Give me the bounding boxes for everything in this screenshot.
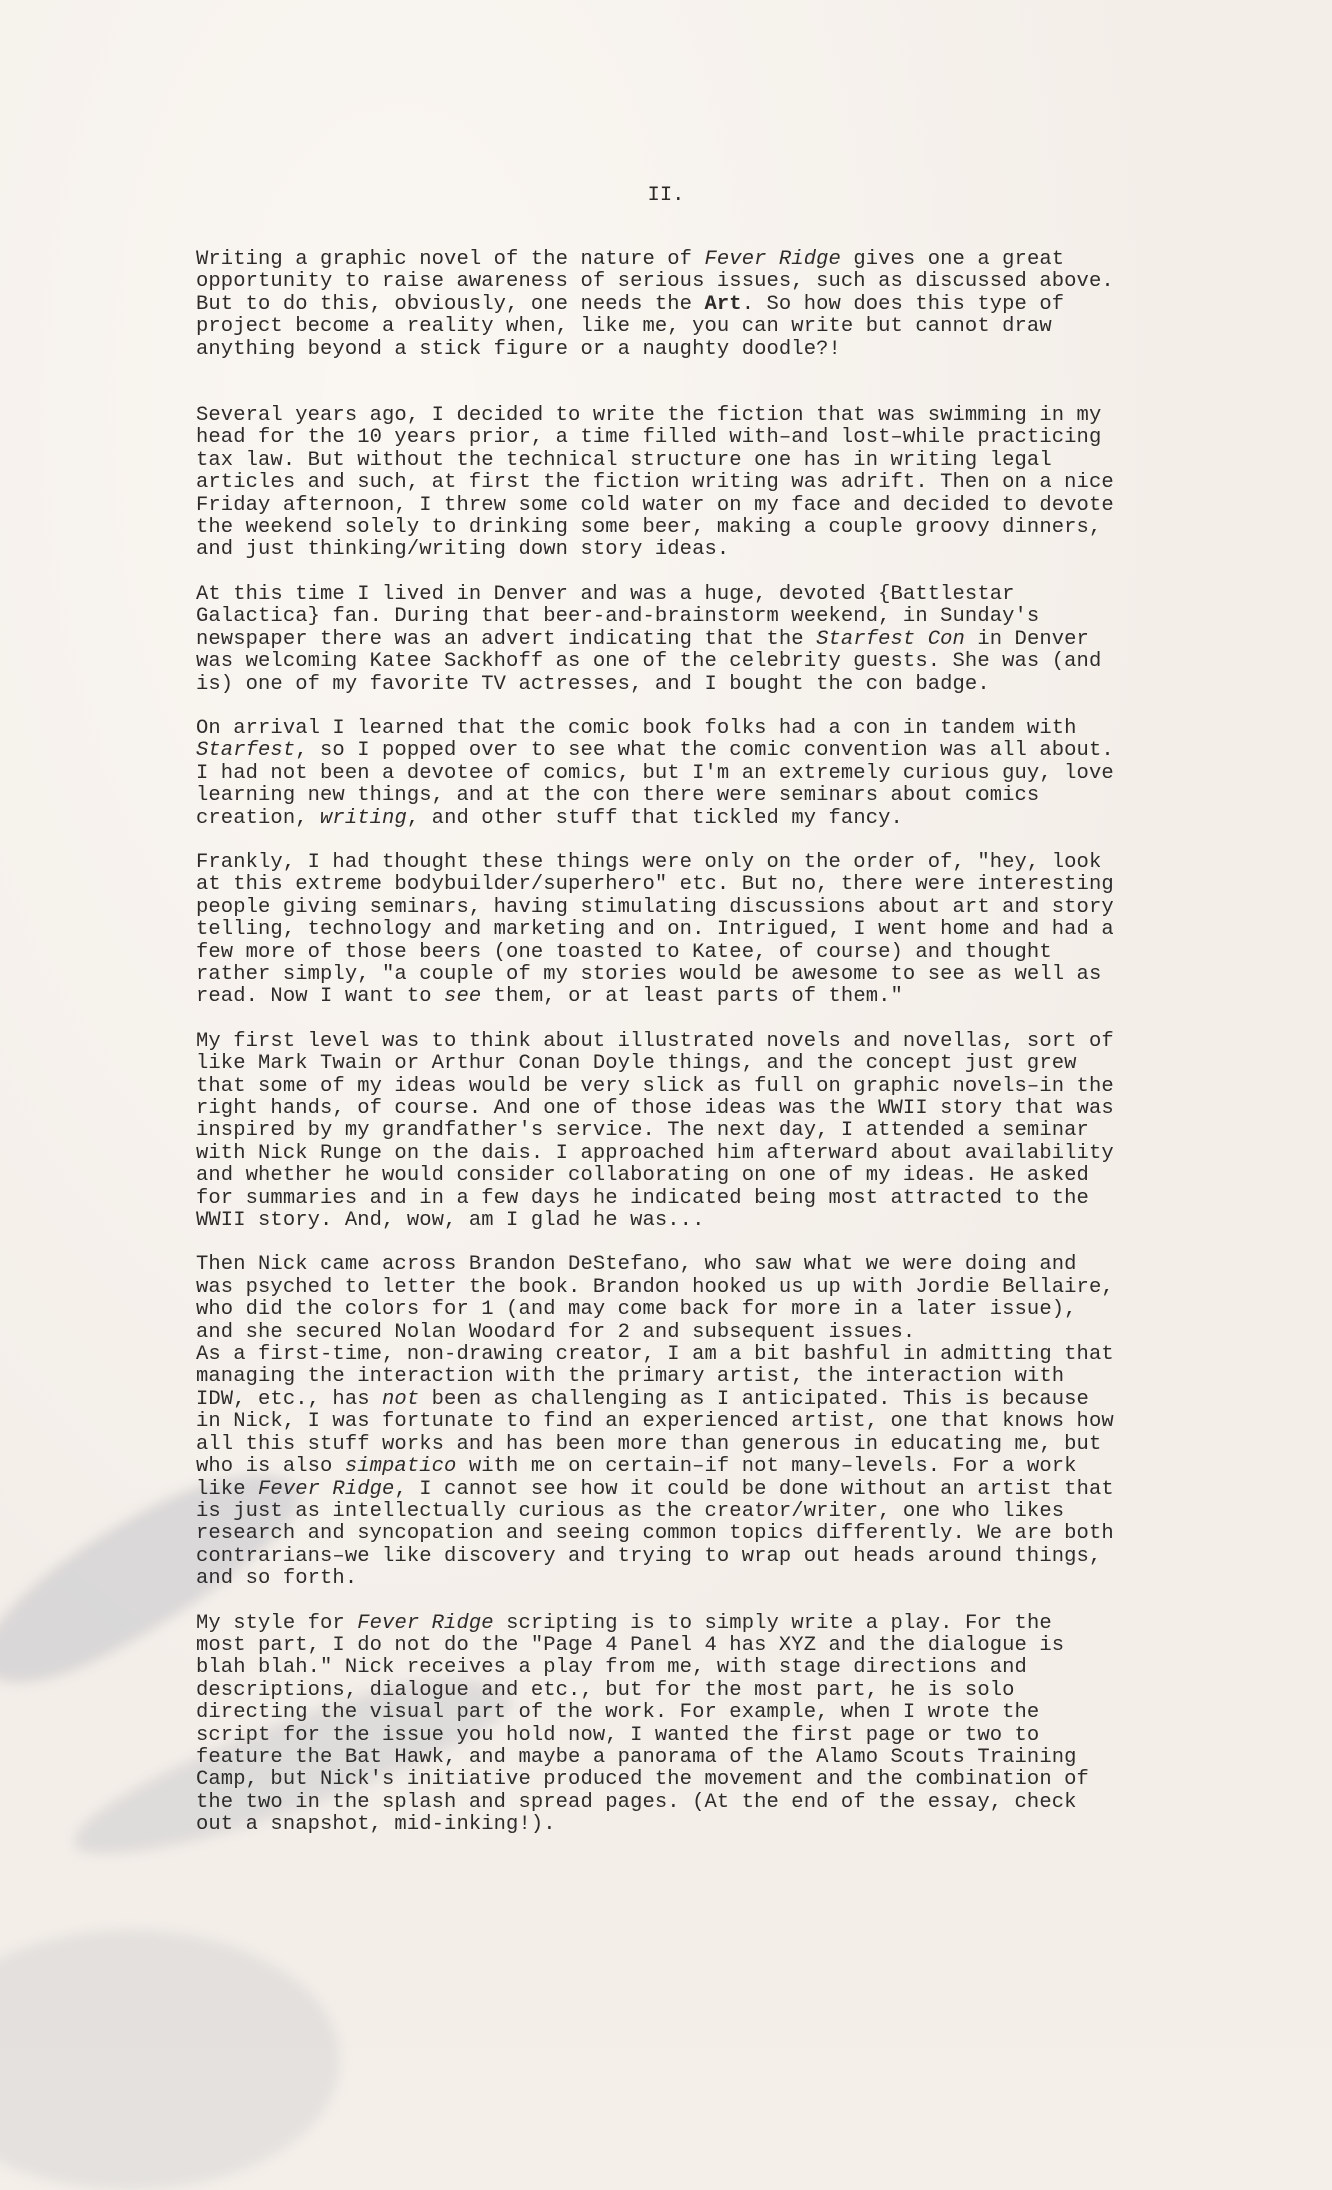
- paragraph-spacer: [196, 1009, 1156, 1031]
- text-line: was psyched to letter the book. Brandon hooked us up with Jordie Bellaire,: [196, 1275, 1114, 1299]
- text-line: at this extreme bodybuilder/superhero" etc. But no, there were interesting: [196, 873, 1114, 897]
- text-line: blah blah." Nick receives a play from me, with stage directions and: [196, 1656, 1027, 1680]
- italic-text: Starfest: [196, 739, 296, 763]
- bold-text: Art: [704, 292, 742, 316]
- text-line: Friday afternoon, I threw some cold water on my face and decided to devote: [196, 493, 1114, 517]
- text-line: and just thinking/writing down story ideas.: [196, 538, 730, 562]
- text-line: managing the interaction with the primary artist, the interaction with: [196, 1365, 1065, 1389]
- text-line: who did the colors for 1 (and may come back for more in a later issue),: [196, 1298, 1077, 1322]
- text-line: learning new things, and at the con there were seminars about comics: [196, 784, 1040, 808]
- text-line: My first level was to think about illustrated novels and novellas, sort of: [196, 1029, 1114, 1053]
- italic-text: writing: [320, 806, 407, 830]
- paragraph: [196, 1613, 1156, 1837]
- paragraph-spacer: [196, 562, 1156, 584]
- text-line: My style for Fever Ridge scripting is to simply write a play. For the: [196, 1611, 1052, 1635]
- text-line: script for the issue you hold now, I wanted the first page or two to: [196, 1723, 1040, 1747]
- paragraph: [196, 1254, 1156, 1344]
- text-line: Several years ago, I decided to write the fiction that was swimming in my: [196, 404, 1102, 428]
- text-line: the weekend solely to drinking some beer, making a couple groovy dinners,: [196, 516, 1102, 540]
- paragraph: [196, 718, 1156, 830]
- text-line: for summaries and in a few days he indicated being most attracted to the: [196, 1186, 1089, 1210]
- text-line: like Mark Twain or Arthur Conan Doyle things, and the concept just grew: [196, 1052, 1077, 1076]
- paragraph: [196, 584, 1156, 696]
- text-line: right hands, of course. And one of those ideas was the WWII story that was: [196, 1097, 1114, 1120]
- text-line: On arrival I learned that the comic book folks had a con in tandem with: [196, 716, 1077, 740]
- text-line: who is also simpatico with me on certain–if not many–levels. For a work: [196, 1455, 1077, 1479]
- text-line: that some of my ideas would be very slick as full on graphic novels–in the: [196, 1074, 1114, 1098]
- text-line: rather simply, "a couple of my stories would be awesome to see as well as: [196, 962, 1102, 986]
- text-line: At this time I lived in Denver and was a huge, devoted {Battlestar: [196, 582, 1015, 606]
- text-line: research and syncopation and seeing common topics differently. We are both: [196, 1522, 1114, 1546]
- text-line: Frankly, I had thought these things were only on the order of, "hey, look: [196, 850, 1102, 874]
- essay-body: [196, 249, 1156, 1837]
- text-line: Writing a graphic novel of the nature of Fever Ridge gives one a great: [196, 248, 1065, 271]
- text-line: anything beyond a stick figure or a naughty doodle?!: [196, 337, 841, 361]
- text-line: Galactica} fan. During that beer-and-brainstorm weekend, in Sunday's: [196, 605, 1040, 629]
- text-line: the two in the splash and spread pages. (At the end of the essay, check: [196, 1790, 1077, 1814]
- italic-text: Fever Ridge: [357, 1611, 494, 1635]
- paragraph-spacer: [196, 1591, 1156, 1613]
- text-line: newspaper there was an advert indicating that the Starfest Con in Denver: [196, 627, 1089, 651]
- watercolor-smudge: [0, 1930, 340, 2190]
- text-line: is just as intellectually curious as the creator/writer, one who likes: [196, 1499, 1065, 1523]
- text-line: with Nick Runge on the dais. I approached him afterward about availability: [196, 1141, 1114, 1165]
- text-line: like Fever Ridge, I cannot see how it could be done without an artist that: [196, 1477, 1114, 1501]
- text-line: WWII story. And, wow, am I glad he was...: [196, 1209, 705, 1233]
- text-line: creation, writing, and other stuff that tickled my fancy.: [196, 806, 903, 830]
- text-line: telling, technology and marketing and on. Intrigued, I went home and had a: [196, 918, 1114, 942]
- text-line: all this stuff works and has been more than generous in educating me, but: [196, 1432, 1102, 1456]
- text-line: few more of those beers (one toasted to Katee, of course) and thought: [196, 940, 1052, 964]
- text-line: directing the visual part of the work. For example, when I wrote the: [196, 1701, 1040, 1725]
- paragraph: [196, 1031, 1156, 1233]
- text-line: feature the Bat Hawk, and maybe a panorama of the Alamo Scouts Training: [196, 1745, 1077, 1769]
- paragraph-spacer: [196, 830, 1156, 852]
- text-line: people giving seminars, having stimulating discussions about art and story: [196, 895, 1114, 919]
- text-line: project become a reality when, like me, you can write but cannot draw: [196, 315, 1052, 339]
- text-line: head for the 10 years prior, a time filled with–and lost–while practicing: [196, 426, 1102, 450]
- text-line: was welcoming Katee Sackhoff as one of the celebrity guests. She was (and: [196, 650, 1102, 674]
- text-line: tax law. But without the technical structure one has in writing legal: [196, 448, 1052, 472]
- italic-text: Starfest Con: [816, 627, 965, 651]
- text-line: and she secured Nolan Woodard for 2 and subsequent issues.: [196, 1320, 916, 1344]
- paragraph-spacer: [196, 1232, 1156, 1254]
- paragraph: [196, 405, 1156, 562]
- italic-text: see: [444, 985, 482, 1009]
- text-line: opportunity to raise awareness of serious issues, such as discussed above.: [196, 270, 1114, 294]
- paragraph: [196, 852, 1156, 1009]
- text-line: contrarians–we like discovery and trying to wrap out heads around things,: [196, 1544, 1102, 1568]
- text-line: But to do this, obviously, one needs the Art. So how does this type of: [196, 292, 1065, 316]
- text-line: IDW, etc., has not been as challenging as I anticipated. This is because: [196, 1387, 1089, 1411]
- italic-text: simpatico: [344, 1455, 457, 1479]
- section-heading: II.: [647, 184, 685, 207]
- text-line: is) one of my favorite TV actresses, and I bought the con badge.: [196, 672, 990, 696]
- italic-text: Fever Ridge: [704, 248, 841, 271]
- text-line: Then Nick came across Brandon DeStefano, who saw what we were doing and: [196, 1253, 1077, 1277]
- text-line: and whether he would consider collaborating on one of my ideas. He asked: [196, 1164, 1089, 1188]
- text-line: in Nick, I was fortunate to find an experienced artist, one that knows how: [196, 1410, 1114, 1434]
- paragraph: [196, 249, 1156, 361]
- paragraph: [196, 1344, 1156, 1590]
- text-line: articles and such, at first the fiction writing was adrift. Then on a nice: [196, 471, 1114, 495]
- italic-text: Fever Ridge: [258, 1477, 395, 1501]
- text-line: As a first-time, non-drawing creator, I am a bit bashful in admitting that: [196, 1343, 1114, 1367]
- text-line: descriptions, dialogue and etc., but for the most part, he is solo: [196, 1678, 1015, 1702]
- text-line: read. Now I want to see them, or at least parts of them.": [196, 985, 903, 1009]
- text-line: out a snapshot, mid-inking!).: [196, 1813, 556, 1837]
- text-line: I had not been a devotee of comics, but I'm an extremely curious guy, love: [196, 761, 1114, 785]
- paragraph-spacer: [196, 696, 1156, 718]
- text-line: and so forth.: [196, 1567, 358, 1591]
- text-line: Camp, but Nick's initiative produced the movement and the combination of: [196, 1768, 1089, 1792]
- text-line: inspired by my grandfather's service. The next day, I attended a seminar: [196, 1119, 1089, 1143]
- text-line: most part, I do not do the "Page 4 Panel 4 has XYZ and the dialogue is: [196, 1633, 1065, 1657]
- text-line: Starfest, so I popped over to see what the comic convention was all about.: [196, 739, 1114, 763]
- paragraph-spacer: [196, 361, 1156, 405]
- italic-text: not: [382, 1387, 420, 1411]
